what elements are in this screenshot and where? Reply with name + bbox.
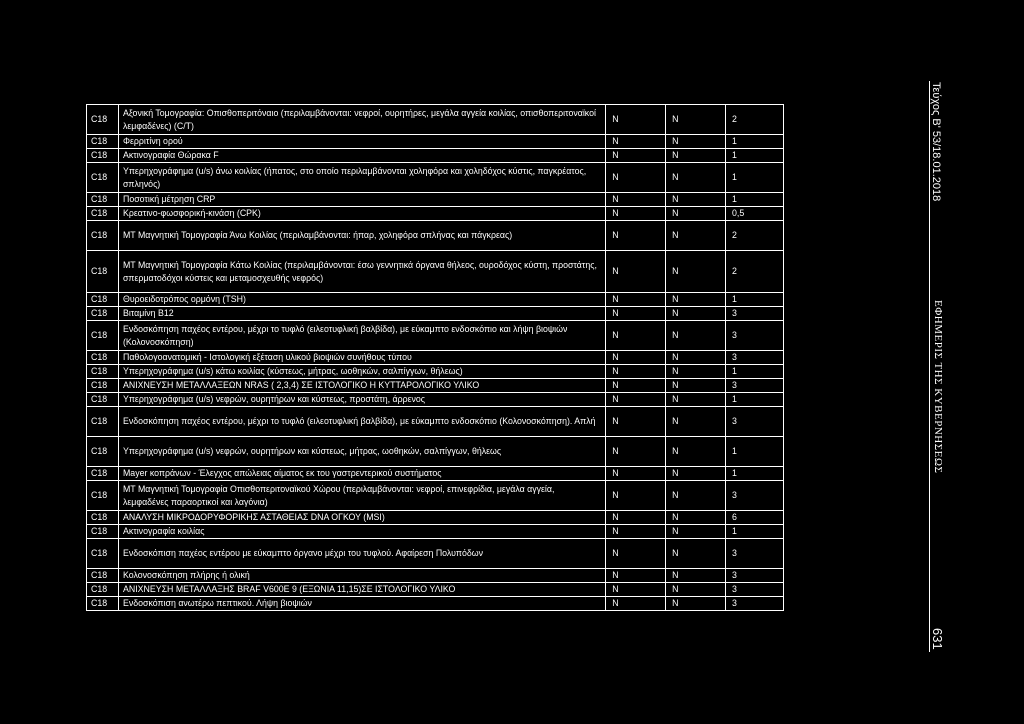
code-cell: C18 bbox=[87, 539, 119, 569]
value-cell: 1 bbox=[726, 163, 784, 193]
flag-cell-1: N bbox=[606, 149, 666, 163]
value-cell: 1 bbox=[726, 149, 784, 163]
code-cell: C18 bbox=[87, 481, 119, 511]
flag-cell-2: N bbox=[666, 407, 726, 437]
flag-cell-1: N bbox=[606, 351, 666, 365]
flag-cell-2: N bbox=[666, 481, 726, 511]
table-row bbox=[87, 321, 784, 351]
value-cell: 3 bbox=[726, 321, 784, 351]
table-row bbox=[87, 437, 784, 467]
table-row bbox=[87, 307, 784, 321]
description-cell: Ενδοσκόπηση παχέος εντέρου, μέχρι το τυφλό (ειλεοτυφλική βαλβίδα), με εύκαμπτο ενδοσκόπιο (Κολονοσκόπηση). Απλή bbox=[118, 407, 605, 437]
table-row bbox=[87, 135, 784, 149]
flag-cell-2: N bbox=[666, 393, 726, 407]
flag-cell-1: N bbox=[606, 539, 666, 569]
page-number: 631 bbox=[930, 628, 945, 650]
description-cell: ΑΝΑΛΥΣΗ ΜΙΚΡΟΔΟΡΥΦΟΡΙΚΗΣ ΑΣΤΑΘΕΙΑΣ DNA ΟΓΚΟΥ (MSI) bbox=[118, 511, 605, 525]
flag-cell-2: N bbox=[666, 251, 726, 293]
flag-cell-2: N bbox=[666, 583, 726, 597]
value-cell: 1 bbox=[726, 193, 784, 207]
code-cell: C18 bbox=[87, 437, 119, 467]
table-row bbox=[87, 539, 784, 569]
flag-cell-1: N bbox=[606, 321, 666, 351]
flag-cell-2: N bbox=[666, 135, 726, 149]
table-row bbox=[87, 193, 784, 207]
code-cell: C18 bbox=[87, 221, 119, 251]
flag-cell-1: N bbox=[606, 293, 666, 307]
code-cell: C18 bbox=[87, 407, 119, 437]
table-row bbox=[87, 525, 784, 539]
flag-cell-1: N bbox=[606, 163, 666, 193]
value-cell: 1 bbox=[726, 365, 784, 379]
description-cell: Ενδοσκόπηση παχέος εντέρου, μέχρι το τυφλό (ειλεοτυφλική βαλβίδα), με εύκαμπτο ενδοσκόπιο και λήψη βιοψιών (Κολονοσκόπηση) bbox=[118, 321, 605, 351]
code-cell: C18 bbox=[87, 321, 119, 351]
description-cell: MT Μαγνητική Τομογραφία Οπισθοπεριτοναϊκού Χώρου (περιλαμβάνονται: νεφροί, επινεφρίδια, μεγάλα αγγεία, λεμφαδένες παραορτικοί και λαγόνια) bbox=[118, 481, 605, 511]
flag-cell-2: N bbox=[666, 569, 726, 583]
value-cell: 3 bbox=[726, 539, 784, 569]
table-row bbox=[87, 467, 784, 481]
code-cell: C18 bbox=[87, 379, 119, 393]
flag-cell-1: N bbox=[606, 511, 666, 525]
flag-cell-1: N bbox=[606, 135, 666, 149]
flag-cell-2: N bbox=[666, 597, 726, 611]
description-cell: Βιταμίνη B12 bbox=[118, 307, 605, 321]
table-row bbox=[87, 379, 784, 393]
flag-cell-1: N bbox=[606, 407, 666, 437]
value-cell: 1 bbox=[726, 135, 784, 149]
flag-cell-2: N bbox=[666, 437, 726, 467]
flag-cell-1: N bbox=[606, 379, 666, 393]
flag-cell-2: N bbox=[666, 105, 726, 135]
flag-cell-1: N bbox=[606, 193, 666, 207]
table-row bbox=[87, 149, 784, 163]
description-cell: Ενδοσκόπιση ανωτέρω πεπτικού. Λήψη βιοψιών bbox=[118, 597, 605, 611]
flag-cell-1: N bbox=[606, 393, 666, 407]
flag-cell-1: N bbox=[606, 467, 666, 481]
description-cell: Φερριτίνη ορού bbox=[118, 135, 605, 149]
value-cell: 1 bbox=[726, 467, 784, 481]
code-cell: C18 bbox=[87, 149, 119, 163]
flag-cell-2: N bbox=[666, 467, 726, 481]
value-cell: 6 bbox=[726, 511, 784, 525]
flag-cell-2: N bbox=[666, 307, 726, 321]
table-row bbox=[87, 583, 784, 597]
flag-cell-2: N bbox=[666, 351, 726, 365]
value-cell: 1 bbox=[726, 293, 784, 307]
description-cell: ΑΝΙΧΝΕΥΣΗ ΜΕΤΑΛΛΑΞΕΩΝ NRAS ( 2,3,4) ΣΕ ΙΣΤΟΛΟΓΙΚΟ Η ΚΥΤΤΑΡΟΛΟΓΙΚΟ ΥΛΙΚΟ bbox=[118, 379, 605, 393]
flag-cell-1: N bbox=[606, 307, 666, 321]
flag-cell-1: N bbox=[606, 597, 666, 611]
flag-cell-1: N bbox=[606, 481, 666, 511]
flag-cell-2: N bbox=[666, 539, 726, 569]
gazette-title: ΕΦΗΜΕΡΙΣ ΤΗΣ ΚΥΒΕΡΝΗΣΕΩΣ bbox=[932, 300, 944, 474]
flag-cell-2: N bbox=[666, 321, 726, 351]
table-row bbox=[87, 163, 784, 193]
table-row bbox=[87, 351, 784, 365]
flag-cell-1: N bbox=[606, 569, 666, 583]
table-row bbox=[87, 251, 784, 293]
code-cell: C18 bbox=[87, 525, 119, 539]
code-cell: C18 bbox=[87, 569, 119, 583]
value-cell: 2 bbox=[726, 221, 784, 251]
flag-cell-2: N bbox=[666, 365, 726, 379]
description-cell: Αξονική Τομογραφία: Οπισθοπεριτόναιο (περιλαμβάνονται: νεφροί, ουρητήρες, μεγάλα αγγεία κοιλίας, οπισθοπεριτοναϊκοί λεμφαδένες) (C/T) bbox=[118, 105, 605, 135]
table-row bbox=[87, 481, 784, 511]
table-body bbox=[87, 105, 784, 611]
flag-cell-2: N bbox=[666, 193, 726, 207]
code-cell: C18 bbox=[87, 597, 119, 611]
table-row bbox=[87, 511, 784, 525]
flag-cell-2: N bbox=[666, 511, 726, 525]
value-cell: 3 bbox=[726, 379, 784, 393]
description-cell: Υπερηχογράφημα (u/s) νεφρών, ουρητήρων και κύστεως, προστάτη, άρρενος bbox=[118, 393, 605, 407]
value-cell: 3 bbox=[726, 597, 784, 611]
flag-cell-1: N bbox=[606, 251, 666, 293]
table-row bbox=[87, 407, 784, 437]
table-row bbox=[87, 569, 784, 583]
flag-cell-2: N bbox=[666, 163, 726, 193]
flag-cell-2: N bbox=[666, 379, 726, 393]
description-cell: MT Μαγνητική Τομογραφία Άνω Κοιλίας (περιλαμβάνονται: ήπαρ, χοληφόρα σπλήνας και πάγκρεας) bbox=[118, 221, 605, 251]
code-cell: C18 bbox=[87, 193, 119, 207]
procedures-table bbox=[86, 104, 784, 611]
description-cell: MT Μαγνητική Τομογραφία Κάτω Κοιλίας (περιλαμβάνονται: έσω γεννητικά όργανα θήλεος, ουροδόχος κύστη, προστάτης, σπερματοδόχοι κύστεις και μεταμοσχευθής νεφρός) bbox=[118, 251, 605, 293]
table-row bbox=[87, 207, 784, 221]
value-cell: 0,5 bbox=[726, 207, 784, 221]
flag-cell-1: N bbox=[606, 437, 666, 467]
value-cell: 2 bbox=[726, 105, 784, 135]
value-cell: 1 bbox=[726, 437, 784, 467]
description-cell: Υπερηχογράφημα (u/s) νεφρών, ουρητήρων και κύστεως, μήτρας, ωοθηκών, σαλπίγγων, θήλεως bbox=[118, 437, 605, 467]
flag-cell-2: N bbox=[666, 525, 726, 539]
flag-cell-1: N bbox=[606, 525, 666, 539]
flag-cell-2: N bbox=[666, 207, 726, 221]
flag-cell-1: N bbox=[606, 365, 666, 379]
code-cell: C18 bbox=[87, 251, 119, 293]
description-cell: Ποσοτική μέτρηση CRP bbox=[118, 193, 605, 207]
description-cell: Ενδοσκόπιση παχέος εντέρου με εύκαμπτο όργανο μέχρι του τυφλού. Αφαίρεση Πολυπόδων bbox=[118, 539, 605, 569]
value-cell: 3 bbox=[726, 307, 784, 321]
table-row bbox=[87, 105, 784, 135]
description-cell: Ακτινογραφία Θώρακα F bbox=[118, 149, 605, 163]
code-cell: C18 bbox=[87, 393, 119, 407]
flag-cell-2: N bbox=[666, 293, 726, 307]
flag-cell-1: N bbox=[606, 105, 666, 135]
code-cell: C18 bbox=[87, 511, 119, 525]
table-row bbox=[87, 393, 784, 407]
description-cell: Ακτινογραφία κοιλίας bbox=[118, 525, 605, 539]
code-cell: C18 bbox=[87, 365, 119, 379]
table-row bbox=[87, 597, 784, 611]
code-cell: C18 bbox=[87, 351, 119, 365]
flag-cell-2: N bbox=[666, 221, 726, 251]
table-row bbox=[87, 221, 784, 251]
description-cell: Παθολογοανατομική - Ιστολογική εξέταση υλικού βιοψιών συνήθους τύπου bbox=[118, 351, 605, 365]
description-cell: ΑΝΙΧΝΕΥΣΗ ΜΕΤΑΛΛΑΞΗΣ BRAF V600E 9 (ΕΞΩΝΙΑ 11,15)ΣΕ ΙΣΤΟΛΟΓΙΚΟ ΥΛΙΚΟ bbox=[118, 583, 605, 597]
value-cell: 3 bbox=[726, 351, 784, 365]
issue-label: Τεύχος Β' 53/18.01.2018 bbox=[930, 82, 942, 202]
description-cell: Υπερηχογράφημα (u/s) άνω κοιλίας (ήπατος, στο οποίο περιλαμβάνονται χοληφόρα και χοληδόχος κύστις, παγκρέατος, σπληνός) bbox=[118, 163, 605, 193]
value-cell: 3 bbox=[726, 569, 784, 583]
value-cell: 3 bbox=[726, 481, 784, 511]
flag-cell-1: N bbox=[606, 207, 666, 221]
table-row bbox=[87, 365, 784, 379]
code-cell: C18 bbox=[87, 135, 119, 149]
code-cell: C18 bbox=[87, 163, 119, 193]
value-cell: 1 bbox=[726, 393, 784, 407]
code-cell: C18 bbox=[87, 307, 119, 321]
description-cell: Υπερηχογράφημα (u/s) κάτω κοιλίας (κύστεως, μήτρας, ωοθηκών, σαλπίγγων, θήλεως) bbox=[118, 365, 605, 379]
value-cell: 2 bbox=[726, 251, 784, 293]
code-cell: C18 bbox=[87, 105, 119, 135]
description-cell: Κολονοσκόπηση πλήρης ή ολική bbox=[118, 569, 605, 583]
code-cell: C18 bbox=[87, 293, 119, 307]
code-cell: C18 bbox=[87, 207, 119, 221]
code-cell: C18 bbox=[87, 467, 119, 481]
flag-cell-1: N bbox=[606, 221, 666, 251]
value-cell: 1 bbox=[726, 525, 784, 539]
value-cell: 3 bbox=[726, 407, 784, 437]
table-row bbox=[87, 293, 784, 307]
description-cell: Κρεατινο-φωσφορική-κινάση (CPK) bbox=[118, 207, 605, 221]
description-cell: Mayer κοπράνων - Έλεγχος απώλειας αίματος εκ του γαστρεντερικού συστήματος bbox=[118, 467, 605, 481]
value-cell: 3 bbox=[726, 583, 784, 597]
description-cell: Θυροειδοτρόπος ορμόνη (TSH) bbox=[118, 293, 605, 307]
code-cell: C18 bbox=[87, 583, 119, 597]
flag-cell-2: N bbox=[666, 149, 726, 163]
flag-cell-1: N bbox=[606, 583, 666, 597]
